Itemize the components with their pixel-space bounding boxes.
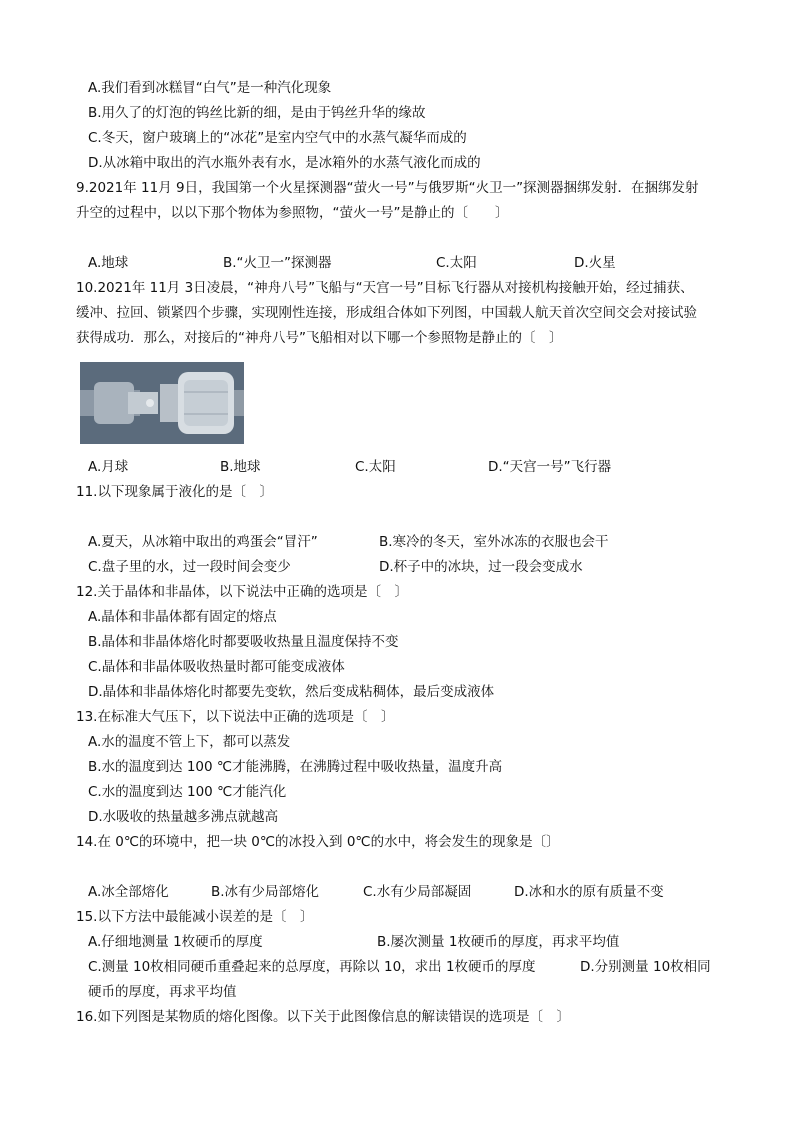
- q10-option-a: A.月球: [88, 459, 129, 475]
- q14-option-a: A.冰全部熔化: [88, 884, 169, 900]
- q8-option-d: D.从冰箱中取出的汽水瓶外表有水，是冰箱外的水蒸气液化而成的: [88, 155, 481, 171]
- q9-stem-line2: 升空的过程中，以以下那个物体为参照物，“萤火一号”是静止的〔 〕: [76, 205, 509, 221]
- q14-stem: 14.在 0℃的环境中，把一块 0℃的冰投入到 0℃的水中，将会发生的现象是〔〕: [76, 834, 560, 850]
- q10-option-c: C.太阳: [355, 459, 396, 475]
- q9-option-b: B.“火卫一”探测器: [223, 255, 332, 271]
- q15-stem: 15.以下方法中最能减小误差的是〔 〕: [76, 909, 314, 925]
- q10-stem-line1: 10.2021年 11月 3日凌晨，“神舟八号”飞船与“天宫一号”目标飞行器从对接机构接触开始，经过捕获、: [76, 280, 694, 296]
- q14-option-b: B.冰有少局部熔化: [211, 884, 320, 900]
- q12-option-a: A.晶体和非晶体都有固定的熔点: [88, 609, 277, 625]
- q12-stem: 12.关于晶体和非晶体，以下说法中正确的选项是〔 〕: [76, 584, 408, 600]
- q12-option-b: B.晶体和非晶体熔化时都要吸收热量且温度保持不变: [88, 634, 399, 650]
- q10-option-b: B.地球: [220, 459, 261, 475]
- docking-photo: [80, 362, 244, 444]
- q8-option-b: B.用久了的灯泡的钨丝比新的细，是由于钨丝升华的缘故: [88, 105, 426, 121]
- q10-option-d: D.“天宫一号”飞行器: [488, 459, 612, 475]
- q11-option-d: D.杯子中的冰块，过一段会变成水: [379, 559, 583, 575]
- q13-option-c: C.水的温度到达 100 ℃才能汽化: [88, 784, 287, 800]
- q11-option-b: B.寒冷的冬天，室外冰冻的衣服也会干: [379, 534, 609, 550]
- spacecraft-illustration: [80, 362, 244, 444]
- q9-option-a: A.地球: [88, 255, 129, 271]
- q10-stem-line3: 获得成功．那么，对接后的“神舟八号”飞船相对以下哪一个参照物是静止的〔 〕: [76, 330, 563, 346]
- q15-option-b: B.屡次测量 1枚硬币的厚度，再求平均值: [377, 934, 620, 950]
- q9-option-c: C.太阳: [436, 255, 477, 271]
- q12-option-c: C.晶体和非晶体吸收热量时都可能变成液体: [88, 659, 345, 675]
- q11-option-c: C.盘子里的水，过一段时间会变少: [88, 559, 291, 575]
- q11-option-a: A.夏天，从冰箱中取出的鸡蛋会“冒汗”: [88, 534, 318, 550]
- q11-stem: 11.以下现象属于液化的是〔 〕: [76, 484, 273, 500]
- q15-option-a: A.仔细地测量 1枚硬币的厚度: [88, 934, 263, 950]
- q13-stem: 13.在标准大气压下，以下说法中正确的选项是〔 〕: [76, 709, 395, 725]
- q15-option-d-continued: 硬币的厚度，再求平均值: [88, 984, 237, 1000]
- q14-option-c: C.水有少局部凝固: [363, 884, 472, 900]
- q15-option-c: C.测量 10枚相同硬币重叠起来的总厚度，再除以 10，求出 1枚硬币的厚度: [88, 959, 536, 975]
- q9-option-d: D.火星: [574, 255, 616, 271]
- q15-option-d: D.分别测量 10枚相同: [580, 959, 711, 975]
- q8-option-c: C.冬天，窗户玻璃上的“冰花”是室内空气中的水蒸气凝华而成的: [88, 130, 467, 146]
- q8-option-a: A.我们看到冰糕冒“白气”是一种汽化现象: [88, 80, 332, 96]
- q13-option-b: B.水的温度到达 100 ℃才能沸腾，在沸腾过程中吸收热量，温度升高: [88, 759, 503, 775]
- q16-stem: 16.如下列图是某物质的熔化图像。以下关于此图像信息的解读错误的选项是〔 〕: [76, 1009, 570, 1025]
- q10-stem-line2: 缓冲、拉回、锁紧四个步骤，实现刚性连接，形成组合体如下列图，中国载人航天首次空间交会对接试验: [76, 305, 697, 321]
- q13-option-a: A.水的温度不管上下，都可以蒸发: [88, 734, 291, 750]
- q14-option-d: D.冰和水的原有质量不变: [514, 884, 664, 900]
- q12-option-d: D.晶体和非晶体熔化时都要先变软，然后变成粘稠体，最后变成液体: [88, 684, 495, 700]
- q13-option-d: D.水吸收的热量越多沸点就越高: [88, 809, 279, 825]
- q9-stem-line1: 9.2021年 11月 9日，我国第一个火星探测器“萤火一号”与俄罗斯“火卫一”探测器捆绑发射．在捆绑发射: [76, 180, 699, 196]
